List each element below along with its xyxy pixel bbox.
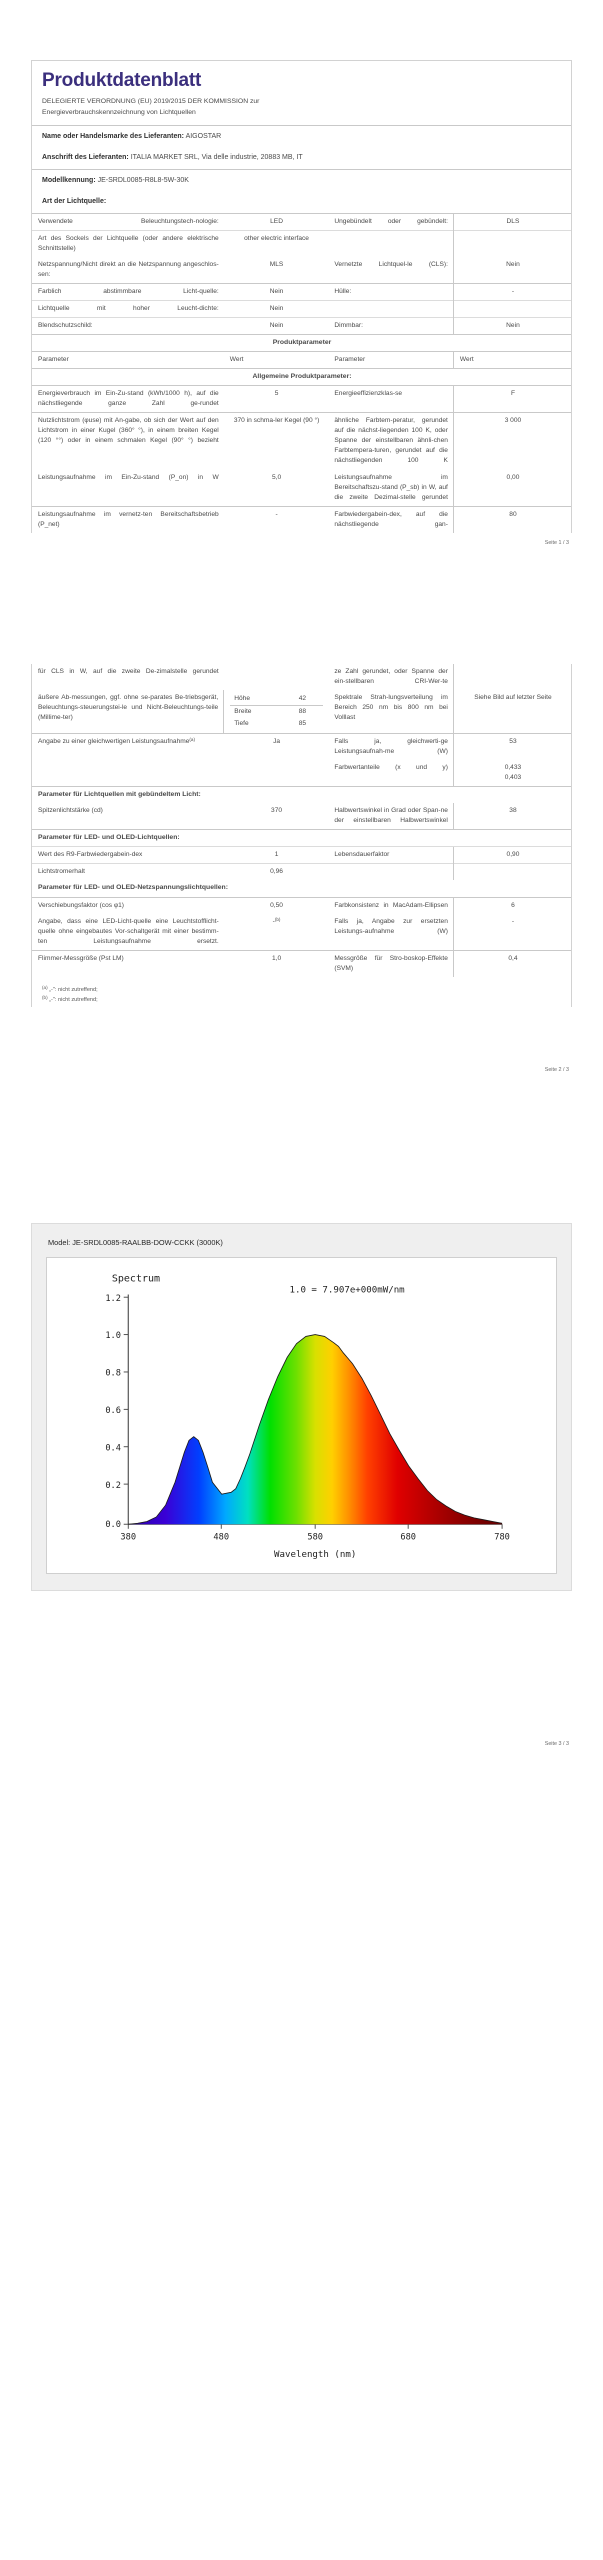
cell-param: Farbkonsistenz in MacAdam-Ellipsen	[328, 897, 453, 914]
cell-value: 0,96	[224, 864, 329, 881]
cell-param: Dimmbar:	[328, 317, 453, 334]
dimension-row	[230, 705, 323, 718]
table-row	[32, 803, 571, 830]
supplier-value: AIGOSTAR	[185, 132, 222, 140]
table-row-equivalent	[32, 733, 571, 760]
page-3-footer: Seite 3 / 3	[544, 1740, 569, 1747]
cell-value: Nein	[224, 300, 329, 317]
cell-param: Spektrale Strah-lungsverteilung im Bereich 250 nm bis 800 nm bei Volllast	[334, 693, 448, 721]
cell-param: ähnliche Farbtem-peratur, gerundet auf die nächst-liegenden 100 K, oder Spanne der einstellbaren ähnli-chen Farbtempera-turen, gerundet auf die nächstliegenden 100 K	[328, 413, 453, 470]
svg-text:0.4: 0.4	[105, 1443, 121, 1454]
table-row	[32, 386, 571, 413]
dimension-value: 42	[298, 694, 307, 702]
section-banner-row	[32, 830, 571, 847]
table-row-dimensions	[32, 690, 571, 734]
table-row	[32, 864, 571, 881]
svg-text:0.2: 0.2	[105, 1480, 121, 1491]
spectrum-card	[31, 1223, 572, 1591]
productparameter-banner: Produktparameter	[32, 334, 571, 351]
footnote-a-marker: (a)	[42, 984, 48, 990]
footnotes	[32, 977, 571, 1007]
cell-param: ze Zahl gerundet, oder Spanne der ein-stellbaren CRI-Wer-te	[334, 667, 448, 685]
cell-param: Halbwertswinkel in Grad oder Span-ne der einstellbaren Halbwertswinkel	[334, 807, 448, 825]
cell-value: 0,50	[224, 897, 329, 914]
cell-param: Verschiebungsfaktor (cos φ1)	[32, 897, 224, 914]
svg-text:680: 680	[400, 1532, 416, 1543]
page-break-1	[0, 546, 603, 664]
cell-param: Flimmer-Messgröße (Pst LM)	[32, 950, 224, 977]
svg-text:0.0: 0.0	[105, 1519, 121, 1530]
chromaticity-y: 0,403	[504, 773, 522, 781]
cell-value: 3 000	[453, 413, 571, 470]
page-3-bottom-margin	[0, 1747, 603, 1787]
spectrum-plot	[46, 1257, 557, 1574]
page-1-sheet	[31, 60, 572, 533]
section-banner-row	[32, 880, 571, 897]
cell-value	[453, 300, 571, 317]
cell-value: 0,4	[453, 950, 571, 977]
table-row	[32, 300, 571, 317]
cell-param: Farblich abstimmbare Licht-quelle:	[32, 283, 224, 300]
cell-value: Nein	[453, 317, 571, 334]
model-label: Modellkennung:	[42, 176, 96, 184]
lightsource-table	[32, 213, 571, 533]
cell-param	[328, 230, 453, 257]
chart-annotation: 1.0 = 7.907e+000mW/nm	[289, 1285, 405, 1296]
cell-value: Nein	[453, 257, 571, 284]
cell-param: Angabe, dass eine LED-Licht-quelle eine Leuchtstofflicht-quelle ohne eingebautes Vor-schaltgerät mit einer bestimm-ten Leistungsaufnahme ersetzt.	[38, 917, 219, 945]
svg-text:380: 380	[120, 1532, 137, 1543]
svg-text:1.0: 1.0	[105, 1331, 121, 1342]
cell-value: LED	[224, 213, 329, 230]
cell-value: -	[224, 506, 329, 533]
address-label: Anschrift des Lieferanten:	[42, 154, 129, 162]
cell-value: F	[453, 386, 571, 413]
cell-param-dimensions: äußere Ab-messungen, ggf. ohne se-parates Be-triebsgerät, Beleuchtungs-steuerungstei-le und Nicht-Beleuchtungs-teile (Millime-ter)	[38, 693, 219, 721]
cell-value: Siehe Bild auf letzter Seite	[453, 690, 571, 734]
cell-value: 80	[453, 506, 571, 533]
cell-value: 370	[271, 807, 283, 815]
page-2-sheet	[31, 664, 572, 1007]
cell-value	[453, 664, 571, 690]
footnote-marker-a: (a)	[189, 736, 196, 742]
chart-title: Spectrum	[111, 1273, 161, 1285]
cell-param: Energieeffizienzklas-se	[328, 386, 453, 413]
cell-param: Falls ja, Angabe zur ersetzten Leistungs-aufnahme (W)	[334, 917, 448, 935]
dimension-label: Höhe	[234, 694, 250, 702]
table-row-chromaticity	[32, 760, 571, 787]
dimension-value: 88	[298, 707, 307, 715]
cell-value: 5,0	[271, 473, 282, 481]
table-row	[32, 470, 571, 507]
cell-param: Leistungsaufnahme im Ein-Zu-stand (P_on) in W	[38, 473, 219, 481]
dimension-label: Breite	[234, 707, 252, 715]
table-row	[32, 283, 571, 300]
cell-param: Blendschutzschild:	[32, 317, 224, 334]
cell-param: Lichtquelle mit hoher Leucht-dichte:	[32, 300, 224, 317]
page-1-footer: Seite 1 / 3	[544, 539, 569, 546]
cell-param: Energieverbrauch im Ein-Zu-stand (kWh/1000 h), auf die nächstliegende ganze Zahl ge-rundet	[32, 386, 224, 413]
column-header-parameter: Parameter	[32, 352, 224, 369]
cell-param: Ungebündelt oder gebündelt:	[328, 213, 453, 230]
column-header-parameter: Parameter	[328, 352, 453, 369]
cell-value-chromaticity	[453, 760, 571, 787]
regulation-line-2: Energieverbrauchskennzeichnung von Lichtquellen	[42, 108, 196, 116]
cell-value	[453, 864, 571, 881]
page-break-2	[0, 1073, 603, 1223]
cell-param	[32, 733, 224, 760]
svg-text:480: 480	[213, 1532, 230, 1543]
page-2	[0, 664, 603, 1073]
cell-param: Hülle:	[328, 283, 453, 300]
cell-empty	[32, 760, 224, 787]
dimension-value: 85	[298, 719, 307, 727]
table-row	[32, 847, 571, 864]
model-caption: Model: JE-SRDL0085-RAALBB-DOW-CCKK (3000K)	[48, 1237, 223, 1247]
beam-section-banner: Parameter für Lichtquellen mit gebündeltem Licht:	[32, 786, 571, 803]
cell-param: Art des Sockels der Lichtquelle (oder andere elektrische Schnittstelle)	[32, 230, 224, 257]
table-row	[32, 213, 571, 230]
cell-value: DLS	[453, 213, 571, 230]
table-row	[32, 230, 571, 257]
supplier-label: Name oder Handelsmarke des Lieferanten:	[42, 132, 184, 140]
cell-param: Messgröße für Stro-boskop-Effekte (SVM)	[328, 950, 453, 977]
cell-value: Ja	[224, 733, 329, 760]
footnote-b	[42, 995, 561, 1005]
table-row	[32, 413, 571, 470]
cell-value: 370 in schma-ler Kegel (90 °)	[224, 413, 329, 470]
dimension-row	[230, 693, 323, 706]
dimension-row	[230, 718, 323, 730]
cell-value: 1	[224, 847, 329, 864]
cell-param: Leistungsaufnahme im vernetz-ten Bereitschaftsbetrieb (P_net)	[32, 506, 224, 533]
lightsource-type-row	[32, 191, 571, 212]
column-header-value: Wert	[224, 352, 329, 369]
cell-value: MLS	[269, 260, 284, 268]
cell-value: 0,00	[453, 470, 571, 507]
footnote-marker-b: (b)	[274, 916, 281, 922]
address-value: ITALIA MARKET SRL, Via delle industrie, 20883 MB, IT	[130, 154, 303, 162]
cell-param: Verwendete Beleuchtungstech-nologie:	[32, 213, 224, 230]
chromaticity-x: 0,433	[504, 763, 522, 771]
section-subbanner-row	[32, 369, 571, 386]
section-banner-row	[32, 786, 571, 803]
x-axis-label: Wavelength (nm)	[274, 1550, 357, 1561]
table-row	[32, 950, 571, 977]
address-row	[32, 147, 571, 168]
page-1	[0, 0, 603, 546]
table-row	[32, 317, 571, 334]
footnote-a	[42, 985, 561, 995]
cell-param: Netzspannung/Nicht direkt an die Netzspannung angeschlos-sen:	[38, 260, 219, 278]
svg-text:1.2: 1.2	[105, 1293, 121, 1304]
column-header-value: Wert	[453, 352, 571, 369]
cell-param: Farbwiedergabein-dex, auf die nächstliegende gan-	[328, 506, 453, 533]
cell-param: Spitzenlichtstärke (cd)	[38, 807, 103, 815]
cell-value: 5	[224, 386, 329, 413]
dimensions-subtable	[230, 693, 323, 730]
table-row	[32, 897, 571, 914]
footnote-b-text: „-": nicht zutreffend;	[49, 996, 98, 1003]
cell-param: Falls ja, gleichwerti-ge Leistungsaufnah-me (W)	[328, 733, 453, 760]
page2-table	[32, 664, 571, 977]
cell-value: Nein	[224, 317, 329, 334]
section-banner-row	[32, 334, 571, 351]
svg-text:0.6: 0.6	[105, 1405, 121, 1416]
cell-value	[224, 914, 329, 951]
spectrum-svg	[47, 1258, 556, 1568]
model-row	[32, 170, 571, 191]
cell-param: Vernetzte Lichtquel-le (CLS):	[334, 260, 448, 268]
cell-value: 6	[453, 897, 571, 914]
cell-value: 1,0	[224, 950, 329, 977]
cell-empty	[224, 760, 329, 787]
lightsource-type-label: Art der Lichtquelle:	[42, 198, 107, 206]
table-row	[32, 257, 571, 284]
cell-param	[328, 864, 453, 881]
table-row-continuation	[32, 664, 571, 690]
model-value: JE-SRDL0085-R8L8-5W-30K	[97, 176, 189, 184]
table-header-row	[32, 352, 571, 369]
cell-param: für CLS in W, auf die zweite De-zimalstelle gerundet	[38, 667, 219, 675]
cell-param: Farbwertanteile (x und y)	[334, 763, 448, 771]
table-row	[32, 506, 571, 533]
svg-text:0.8: 0.8	[105, 1368, 121, 1379]
cell-param: Wert des R9-Farbwiedergabein-dex	[32, 847, 224, 864]
dimension-label: Tiefe	[234, 719, 249, 727]
mains-section-banner: Parameter für LED- und OLED-Netzspannungslichtquellen:	[38, 884, 228, 892]
cell-value: 53	[453, 733, 571, 760]
page-3	[0, 1223, 603, 1787]
svg-text:580: 580	[307, 1532, 323, 1543]
cell-param	[328, 300, 453, 317]
page-1-top-margin	[0, 0, 603, 60]
page-2-footer: Seite 2 / 3	[544, 1066, 569, 1073]
table-row	[32, 914, 571, 951]
cell-param: Leistungsaufnahme im Bereitschaftszu-stand (P_sb) in W, auf die zweite Dezimal-stelle gerundet	[334, 473, 448, 501]
cell-value	[224, 664, 329, 690]
cell-value: Nein	[224, 283, 329, 300]
dimensions-subtable-host	[224, 690, 329, 734]
svg-text:780: 780	[494, 1532, 510, 1543]
allgemeine-produktparameter-banner: Allgemeine Produktparameter:	[32, 369, 571, 386]
cell-param: Nutzlichtstrom (φuse) mit An-gabe, ob sich der Wert auf den Lichtstrom in einer Kugel (360° °), in einem breiten Kegel (120 °°) oder in einem schmalen Kegel (90° °) bezieht	[32, 413, 224, 470]
cell-value: 0,90	[453, 847, 571, 864]
cell-value	[453, 230, 571, 257]
cell-value: 38	[453, 803, 571, 830]
cell-param: Lebensdauerfaktor	[328, 847, 453, 864]
led-section-banner: Parameter für LED- und OLED-Lichtquellen:	[32, 830, 571, 847]
equivalent-label: Angabe zu einer gleichwertigen Leistungsaufnahme	[38, 737, 190, 745]
page-title: Produktdatenblatt	[42, 70, 202, 91]
cell-param: Lichtstromerhalt	[32, 864, 224, 881]
regulation-subtitle	[32, 96, 571, 125]
footnote-b-marker: (b)	[42, 994, 48, 1000]
footnote-a-text: „-": nicht zutreffend;	[49, 986, 98, 993]
replaced-value: -	[272, 917, 275, 925]
cell-value: -	[453, 283, 571, 300]
regulation-line-1: DELEGIERTE VERORDNUNG (EU) 2019/2015 DER KOMMISSION zur	[42, 97, 260, 105]
supplier-row	[32, 126, 571, 147]
cell-value: other electric interface	[224, 230, 329, 257]
cell-value: -	[453, 914, 571, 951]
